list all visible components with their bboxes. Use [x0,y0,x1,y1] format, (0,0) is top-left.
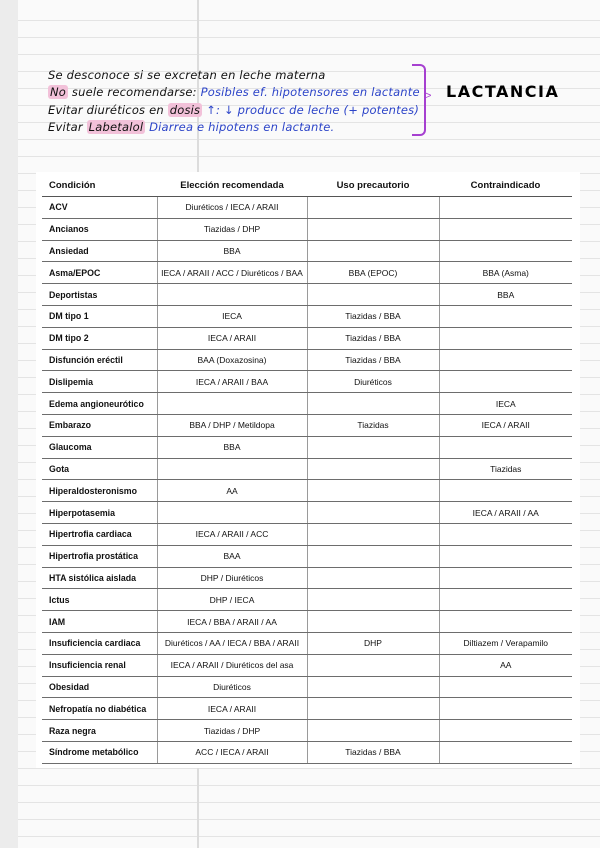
cell-contraindicated [439,611,572,633]
cell-contraindicated [439,327,572,349]
cell-condition: Dislipemia [42,371,157,393]
cell-recommended: IECA / ARAII / BAA [157,371,307,393]
cell-recommended [157,393,307,415]
cell-precaution: Diuréticos [307,371,439,393]
cell-recommended: ACC / IECA / ARAII [157,741,307,763]
table-row [42,589,572,611]
cell-recommended: IECA / BBA / ARAII / AA [157,611,307,633]
table-row [42,240,572,262]
cell-contraindicated [439,240,572,262]
table-row [42,741,572,763]
note-line-4: Evitar Labetalol Diarrea e hipotens en lactante. [48,120,335,134]
header-condition: Condición [42,174,157,197]
header-precaution: Uso precautorio [307,174,439,197]
table-row [42,502,572,524]
table-row [42,632,572,654]
note-highlight-dosis: dosis [169,103,201,117]
cell-recommended: IECA / ARAII [157,327,307,349]
cell-precaution: Tiazidas [307,414,439,436]
note-highlight-labetalol: Labetalol [88,120,144,134]
cell-condition: Edema angioneurótico [42,393,157,415]
table-row [42,567,572,589]
table-header-row [42,174,572,197]
cell-recommended [157,458,307,480]
cell-recommended: Tiazidas / DHP [157,218,307,240]
cell-recommended: Diuréticos [157,676,307,698]
table-body [42,197,572,764]
cell-precaution [307,698,439,720]
table-row [42,197,572,219]
brace-bracket [412,64,426,136]
table-row [42,523,572,545]
header-recommended: Elección recomendada [157,174,307,197]
cell-condition: Síndrome metabólico [42,741,157,763]
table-row [42,720,572,742]
cell-contraindicated: BBA (Asma) [439,262,572,284]
cell-precaution: Tiazidas / BBA [307,327,439,349]
cell-precaution [307,523,439,545]
header-contraindicated: Contraindicado [439,174,572,197]
cell-contraindicated: IECA [439,393,572,415]
table-row [42,218,572,240]
table-row [42,393,572,415]
cell-condition: Nefropatía no diabética [42,698,157,720]
cell-precaution [307,720,439,742]
cell-recommended: BBA [157,240,307,262]
cell-contraindicated [439,741,572,763]
cell-condition: Glaucoma [42,436,157,458]
table-row [42,284,572,306]
cell-contraindicated [439,197,572,219]
cell-condition: Hipertrofia prostática [42,545,157,567]
cell-condition: Insuficiencia renal [42,654,157,676]
cell-recommended: IECA / ARAII / ACC / Diuréticos / BAA [157,262,307,284]
cell-precaution [307,589,439,611]
cell-precaution: Tiazidas / BBA [307,349,439,371]
cell-contraindicated [439,349,572,371]
cell-condition: ACV [42,197,157,219]
cell-recommended: IECA / ARAII / Diuréticos del asa [157,654,307,676]
cell-precaution [307,654,439,676]
cell-contraindicated [439,371,572,393]
cell-recommended: DHP / Diuréticos [157,567,307,589]
cell-condition: IAM [42,611,157,633]
cell-contraindicated [439,589,572,611]
cell-condition: Hiperpotasemia [42,502,157,524]
cell-precaution [307,567,439,589]
cell-condition: Insuficiencia cardiaca [42,632,157,654]
cell-condition: DM tipo 1 [42,305,157,327]
cell-precaution [307,240,439,262]
cell-recommended [157,502,307,524]
cell-condition: Hiperaldosteronismo [42,480,157,502]
cell-recommended: BBA [157,436,307,458]
table-row [42,371,572,393]
cell-contraindicated: Tiazidas [439,458,572,480]
cell-precaution [307,393,439,415]
cell-condition: Obesidad [42,676,157,698]
hypertension-treatment-table [42,174,572,764]
table-row [42,545,572,567]
table-row [42,327,572,349]
table-row [42,676,572,698]
cell-condition: DM tipo 2 [42,327,157,349]
note-line-3: Evitar diuréticos en dosis ↑: ↓ producc de leche (+ potentes) [48,103,420,117]
cell-recommended: Tiazidas / DHP [157,720,307,742]
cell-contraindicated: IECA / ARAII / AA [439,502,572,524]
cell-condition: Hipertrofia cardiaca [42,523,157,545]
table-row [42,436,572,458]
cell-recommended: AA [157,480,307,502]
table-row [42,654,572,676]
cell-precaution [307,545,439,567]
table-row [42,698,572,720]
note-highlight-no: No [50,85,67,99]
cell-condition: HTA sistólica aislada [42,567,157,589]
cell-condition: Ancianos [42,218,157,240]
cell-contraindicated: AA [439,654,572,676]
cell-contraindicated: BBA [439,284,572,306]
cell-precaution: DHP [307,632,439,654]
cell-contraindicated [439,676,572,698]
cell-contraindicated [439,480,572,502]
cell-contraindicated [439,436,572,458]
cell-precaution: Tiazidas / BBA [307,305,439,327]
cell-recommended [157,284,307,306]
cell-recommended: BAA [157,545,307,567]
cell-recommended: Diuréticos / IECA / ARAII [157,197,307,219]
brace-arrow-icon: > [425,90,432,102]
table-card [36,172,580,768]
table-row [42,458,572,480]
cell-recommended: BBA / DHP / Metildopa [157,414,307,436]
cell-condition: Ansiedad [42,240,157,262]
cell-contraindicated [439,720,572,742]
cell-precaution [307,676,439,698]
cell-recommended: IECA [157,305,307,327]
cell-contraindicated [439,698,572,720]
cell-precaution [307,458,439,480]
cell-contraindicated [439,523,572,545]
table-row [42,305,572,327]
table-row [42,262,572,284]
section-title: LACTANCIA [446,82,560,101]
cell-recommended: Diuréticos / AA / IECA / BBA / ARAII [157,632,307,654]
cell-precaution [307,197,439,219]
cell-condition: Asma/EPOC [42,262,157,284]
cell-precaution: BBA (EPOC) [307,262,439,284]
cell-precaution [307,284,439,306]
cell-precaution [307,218,439,240]
table-row [42,414,572,436]
note-line-2: No suele recomendarse: Posibles ef. hipotensores en lactante [50,85,420,99]
cell-condition: Gota [42,458,157,480]
cell-precaution [307,436,439,458]
cell-contraindicated: Diltiazem / Verapamilo [439,632,572,654]
cell-condition: Disfunción eréctil [42,349,157,371]
cell-contraindicated [439,305,572,327]
cell-precaution: Tiazidas / BBA [307,741,439,763]
cell-precaution [307,480,439,502]
cell-precaution [307,611,439,633]
table-row [42,611,572,633]
cell-condition: Raza negra [42,720,157,742]
cell-recommended: DHP / IECA [157,589,307,611]
cell-condition: Embarazo [42,414,157,436]
cell-recommended: IECA / ARAII / ACC [157,523,307,545]
cell-contraindicated [439,567,572,589]
cell-contraindicated [439,218,572,240]
note-line-1: Se desconoce si se excretan en leche materna [48,68,326,82]
cell-precaution [307,502,439,524]
cell-recommended: IECA / ARAII [157,698,307,720]
cell-recommended: BAA (Doxazosina) [157,349,307,371]
cell-contraindicated: IECA / ARAII [439,414,572,436]
cell-condition: Ictus [42,589,157,611]
cell-contraindicated [439,545,572,567]
cell-condition: Deportistas [42,284,157,306]
table-row [42,349,572,371]
table-row [42,480,572,502]
